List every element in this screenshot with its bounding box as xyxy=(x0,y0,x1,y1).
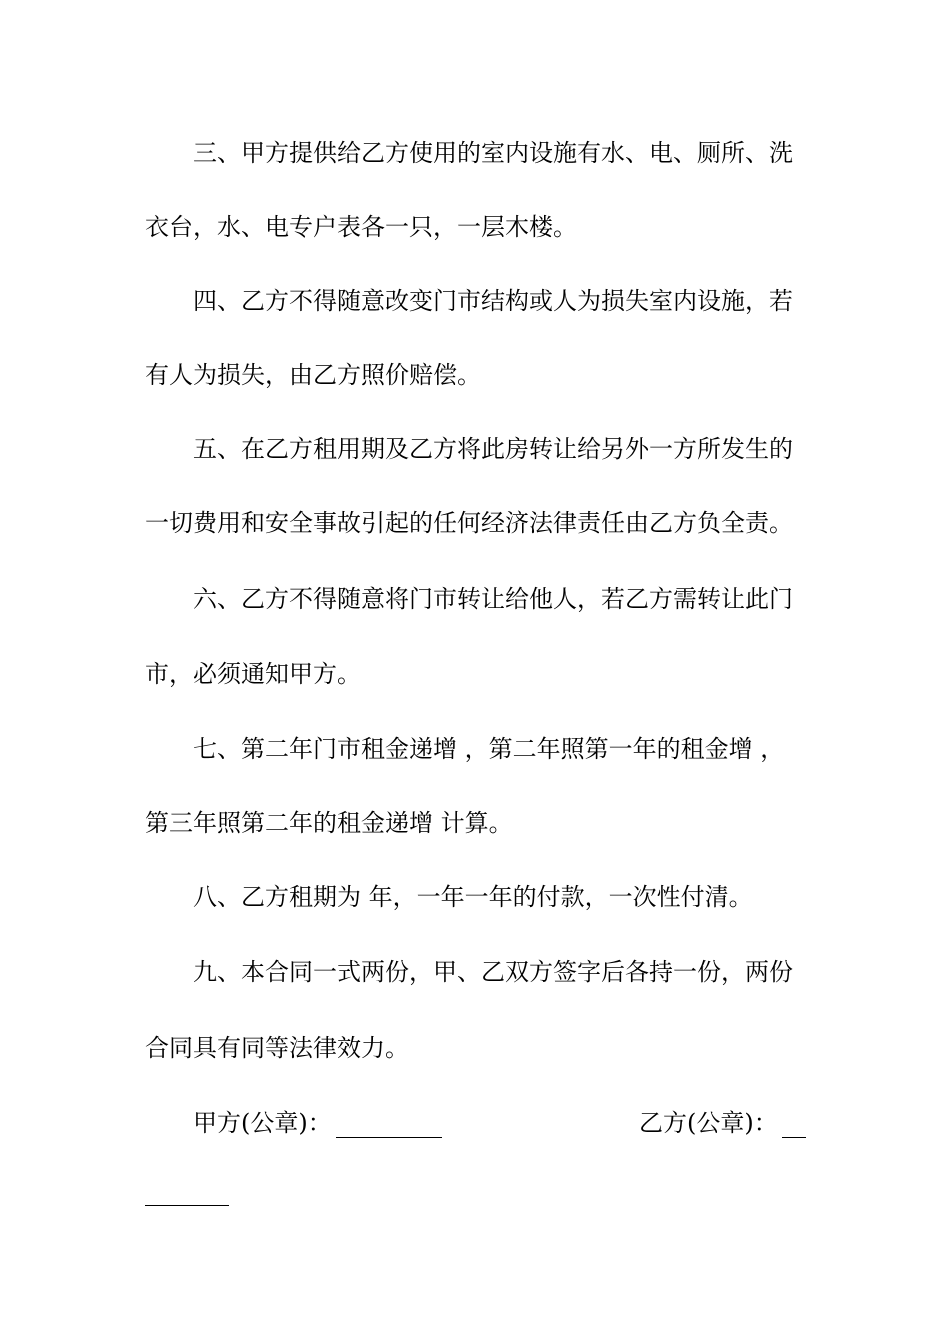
party-b-label: 乙方(公章)： xyxy=(639,1109,778,1137)
clause-8-line-1: 八、乙方租期为 年，一年一年的付款，一次性付清。 xyxy=(193,883,753,911)
party-b-signature xyxy=(639,1108,806,1138)
clause-7-line-2: 第三年照第二年的租金递增 计算。 xyxy=(145,809,513,837)
party-a-label: 甲方(公章)： xyxy=(193,1109,332,1137)
clause-7-line-1: 七、第二年门市租金递增 ，第二年照第一年的租金增 ， xyxy=(193,735,785,763)
clause-6-line-1: 六、乙方不得随意将门市转让给他人，若乙方需转让此门 xyxy=(193,585,793,613)
clause-4-line-1: 四、乙方不得随意改变门市结构或人为损失室内设施，若 xyxy=(193,287,793,315)
clause-9-line-2: 合同具有同等法律效力。 xyxy=(145,1034,409,1062)
party-b-signature-blank xyxy=(782,1115,806,1138)
clause-9-line-1: 九、本合同一式两份，甲、乙双方签字后各持一份，两份 xyxy=(193,958,793,986)
clause-5-line-1: 五、在乙方租用期及乙方将此房转让给另外一方所发生的 xyxy=(193,435,793,463)
clause-3-line-1: 三、甲方提供给乙方使用的室内设施有水、电、厕所、洗 xyxy=(193,139,793,167)
party-a-signature-blank xyxy=(336,1115,442,1138)
clause-5-line-2: 一切费用和安全事故引起的任何经济法律责任由乙方负全责。 xyxy=(145,509,793,537)
party-a-signature xyxy=(193,1108,442,1138)
clause-4-line-2: 有人为损失，由乙方照价赔偿。 xyxy=(145,361,481,389)
clause-6-line-2: 市，必须通知甲方。 xyxy=(145,660,361,688)
clause-3-line-2: 衣台，水、电专户表各一只，一层木楼。 xyxy=(145,213,577,241)
party-b-signature-blank-continued xyxy=(145,1205,229,1206)
